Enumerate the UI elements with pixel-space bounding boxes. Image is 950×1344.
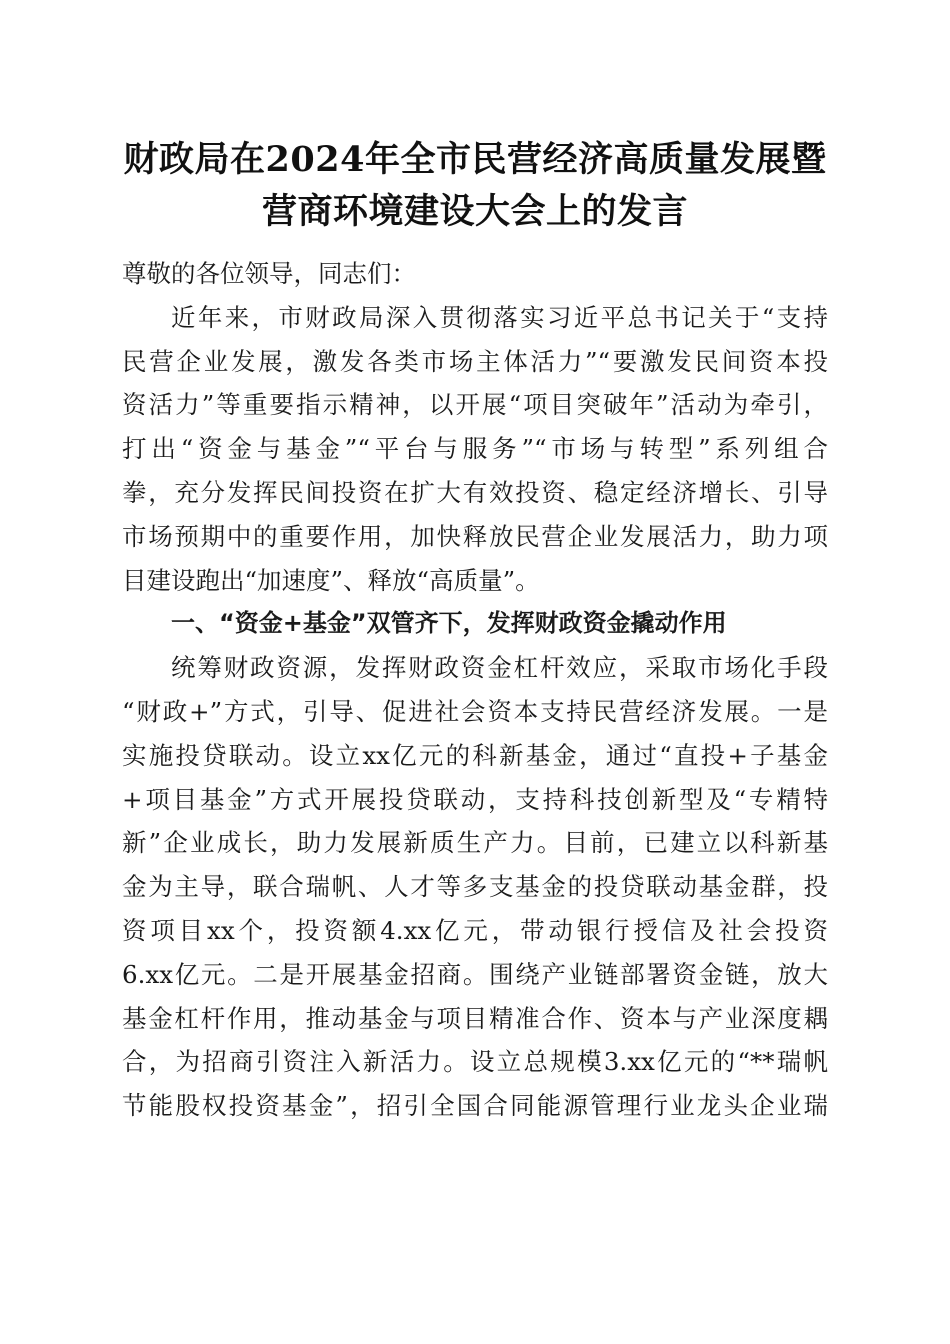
paragraph-2 <box>122 646 828 1128</box>
document-body <box>122 252 828 1128</box>
paragraph-line: 金为主导，联合瑞帆、人才等多支基金的投贷联动基金群，投 <box>122 872 828 902</box>
paragraph-line: 实施投贷联动。设立xx亿元的科新基金，通过“直投+子基金 <box>122 740 828 770</box>
paragraph-line: 新”企业成长，助力发展新质生产力。目前，已建立以科新基 <box>122 828 828 858</box>
section-heading-1: 一、“资金+基金”双管齐下，发挥财政资金撬动作用 <box>171 609 727 638</box>
paragraph-line: 合，为招商引资注入新活力。设立总规模3.xx亿元的“**瑞帆 <box>122 1047 828 1077</box>
paragraph-line: 目建设跑出“加速度”、释放“高质量”。 <box>122 565 540 595</box>
paragraph-line: +项目基金”方式开展投贷联动，支持科技创新型及“专精特 <box>122 784 828 814</box>
paragraph-line: 节能股权投资基金”，招引全国合同能源管理行业龙头企业瑞 <box>122 1091 828 1121</box>
paragraph-line: 市场预期中的重要作用，加快释放民营企业发展活力，助力项 <box>122 521 828 551</box>
salutation: 尊敬的各位领导，同志们： <box>122 259 416 288</box>
paragraph-line: 6.xx亿元。二是开展基金招商。围绕产业链部署资金链，放大 <box>122 959 828 989</box>
paragraph-line: 民营企业发展，激发各类市场主体活力”“要激发民间资本投 <box>122 346 828 376</box>
paragraph-line: 资项目xx个，投资额4.xx亿元，带动银行授信及社会投资 <box>122 915 828 945</box>
paragraph-line: 基金杠杆作用，推动基金与项目精准合作、资本与产业深度耦 <box>122 1003 828 1033</box>
paragraph-line: 近年来，市财政局深入贯彻落实习近平总书记关于“支持 <box>171 302 828 332</box>
paragraph-line: 统筹财政资源，发挥财政资金杠杆效应，采取市场化手段 <box>171 653 828 683</box>
paragraph-line: 打出“资金与基金”“平台与服务”“市场与转型”系列组合 <box>122 434 828 464</box>
paragraph-line: “财政+”方式，引导、促进社会资本支持民营经济发展。一是 <box>122 696 828 726</box>
paragraph-line: 资活力”等重要指示精神，以开展“项目突破年”活动为牵引， <box>122 390 828 420</box>
document-title-line-2: 营商环境建设大会上的发言 <box>261 191 688 232</box>
document-title-line-1: 财政局在2024年全市民营经济高质量发展暨 <box>123 139 827 180</box>
paragraph-line: 拳，充分发挥民间投资在扩大有效投资、稳定经济增长、引导 <box>122 477 828 507</box>
paragraph-1 <box>122 296 828 603</box>
